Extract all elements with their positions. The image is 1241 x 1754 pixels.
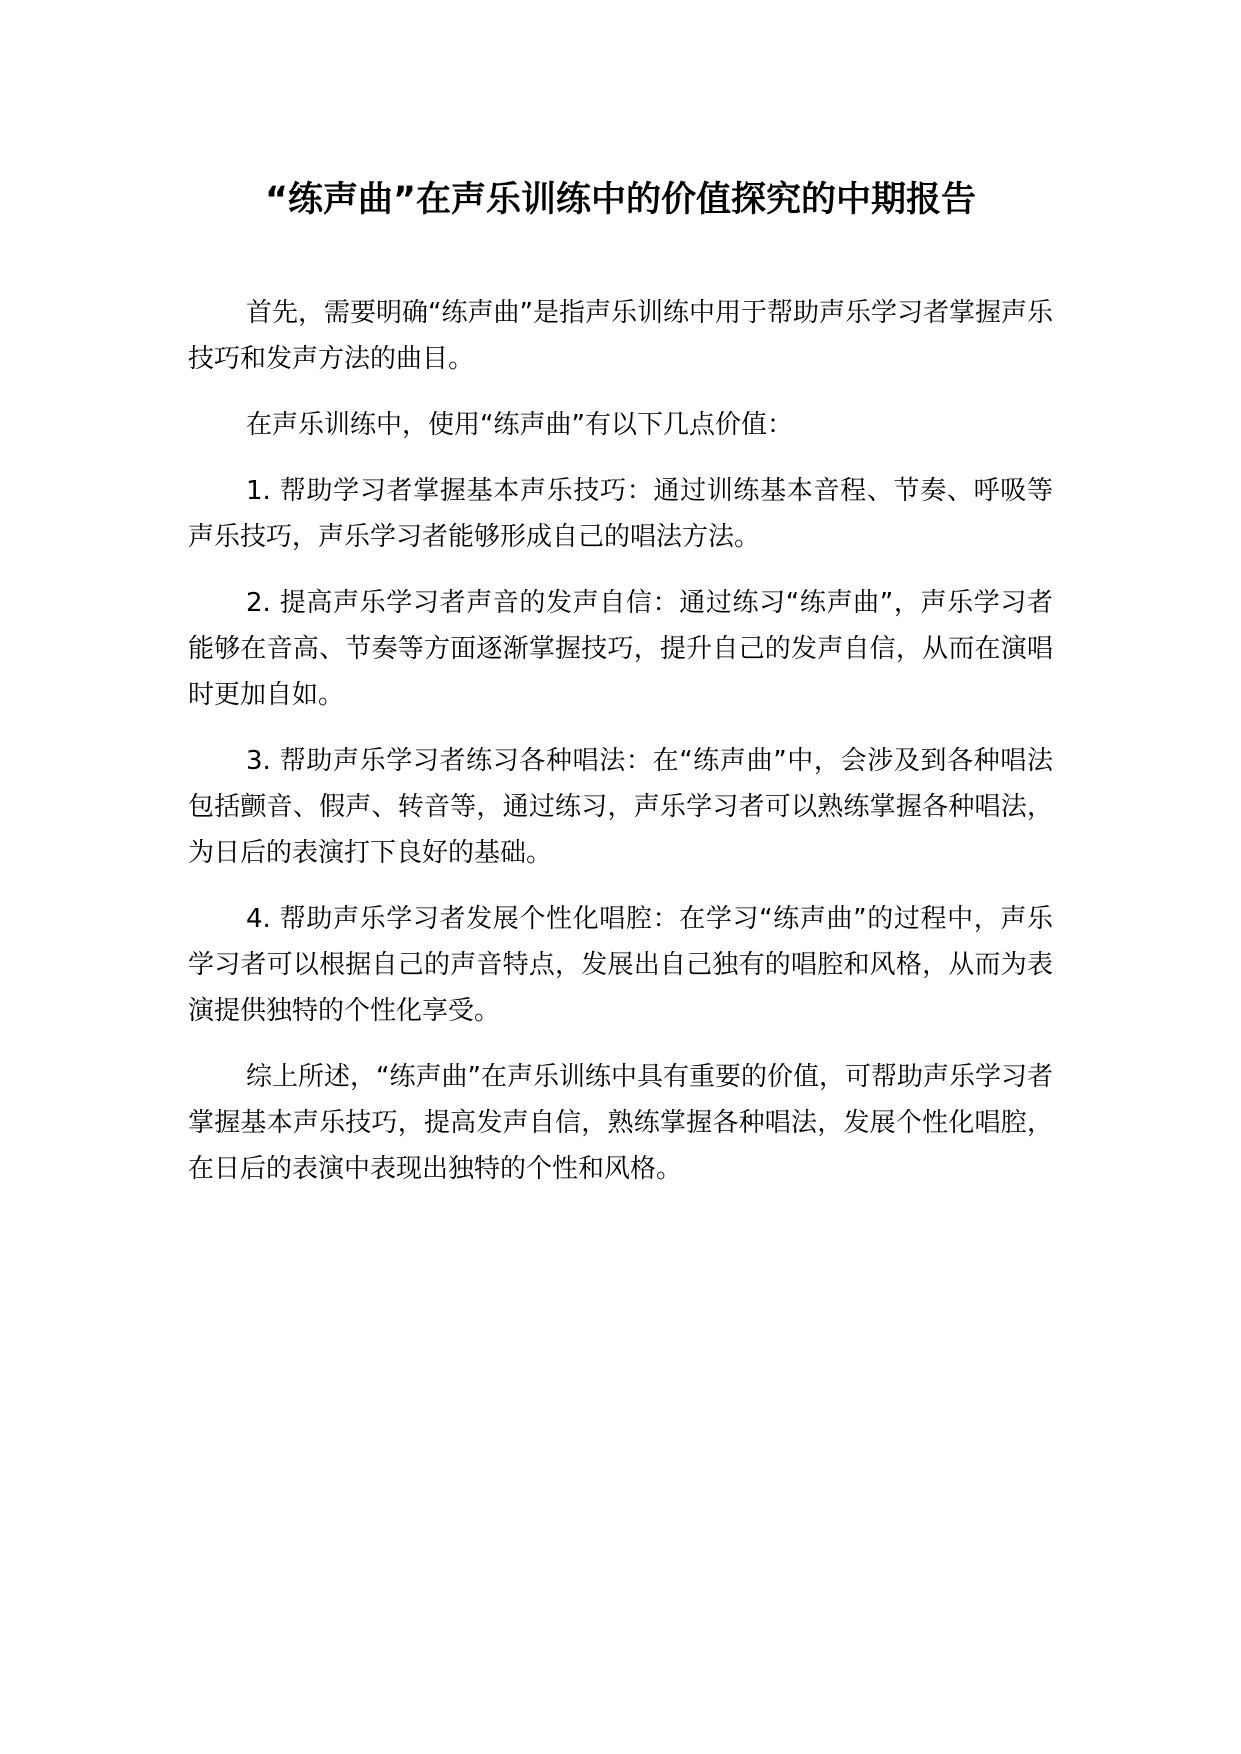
paragraph-point-4: 4. 帮助声乐学习者发展个性化唱腔：在学习“练声曲”的过程中，声乐学习者可以根据自己的声音特点，发展出自己独有的唱腔和风格，从而为表演提供独特的个性化享受。 bbox=[188, 904, 1053, 1026]
paragraph-point-2: 2. 提高声乐学习者声音的发声自信：通过练习“练声曲”，声乐学习者能够在音高、节奏等方面逐渐掌握技巧，提升自己的发声自信，从而在演唱时更加自如。 bbox=[188, 588, 1053, 710]
paragraph-conclusion: 综上所述，“练声曲”在声乐训练中具有重要的价值，可帮助声乐学习者掌握基本声乐技巧，提高发声自信，熟练掌握各种唱法，发展个性化唱腔，在日后的表演中表现出独特的个性和风格。 bbox=[188, 1062, 1053, 1184]
paragraph-intro-values: 在声乐训练中，使用“练声曲”有以下几点价值： bbox=[246, 410, 793, 440]
paragraph-definition: 首先，需要明确“练声曲”是指声乐训练中用于帮助声乐学习者掌握声乐技巧和发声方法的曲目。 bbox=[188, 298, 1053, 374]
document-title: “练声曲”在声乐训练中的价值探究的中期报告 bbox=[264, 180, 976, 220]
paragraph-point-1: 1. 帮助学习者掌握基本声乐技巧：通过训练基本音程、节奏、呼吸等声乐技巧，声乐学习者能够形成自己的唱法方法。 bbox=[188, 476, 1053, 552]
document-body bbox=[188, 290, 1053, 1212]
paragraph-point-3: 3. 帮助声乐学习者练习各种唱法：在“练声曲”中，会涉及到各种唱法包括颤音、假声、转音等，通过练习，声乐学习者可以熟练掌握各种唱法，为日后的表演打下良好的基础。 bbox=[188, 746, 1053, 868]
